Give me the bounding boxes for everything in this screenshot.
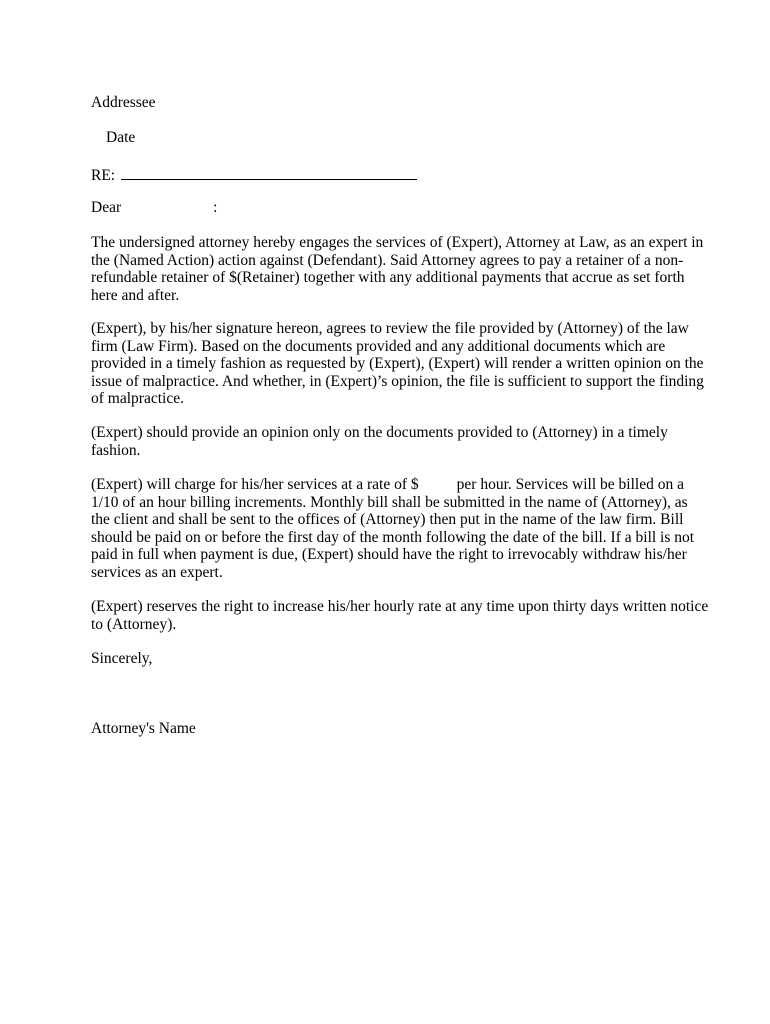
signer-name: Attorney's Name [91,720,196,737]
re-blank-rule [121,164,417,180]
paragraph-rate-increase [91,598,709,633]
paragraph-line: should be paid on or before the first day of the month following the date of the bill. If a bill is not [91,528,695,546]
paragraph-line: paid in full when payment is due, (Expert) should have the right to irrevocably withdraw his/her [91,546,687,563]
paragraph-line: (Expert) reserves the right to increase his/her hourly rate at any time upon thirty days written notice [91,598,709,615]
paragraph-line: refundable retainer of $(Retainer) together with any additional payments that accrue as set forth [91,269,685,286]
addressee: Addressee [91,94,156,111]
paragraph-line: 1/10 of an hour billing increments. Monthly bill shall be submitted in the name of (Attorney), as [91,493,688,511]
salutation-suffix: : [213,199,218,216]
paragraph-line: The undersigned attorney hereby engages the services of (Expert), Attorney at Law, as an expert in [91,234,704,251]
paragraph-opinion [91,424,691,459]
date: Date [106,129,136,146]
paragraph-line: services as an expert. [91,563,223,581]
re-label: RE: [91,167,116,184]
salutation-prefix: Dear [91,199,122,216]
paragraph-line: fashion. [91,441,141,459]
paragraph-billing [91,476,695,581]
paragraph-line: here and after. [91,286,180,304]
paragraph-review [91,320,704,408]
paragraph-line: provided in a timely fashion as requested by (Expert), (Expert) will render a written opinion on the [91,355,704,372]
salutation [91,199,217,217]
rate-text-after: per hour. Services will be billed on a [456,476,684,493]
rate-text-before: (Expert) will charge for his/her services at a rate of $ [91,476,419,493]
paragraph-engagement [91,234,704,304]
paragraph-line: issue of malpractice. And whether, in (Expert)’s opinion, the file is sufficient to support the finding [91,372,704,390]
paragraph-line: to (Attorney). [91,615,177,633]
paragraph-line: the (Named Action) action against (Defendant). Said Attorney agrees to pay a retainer of a non- [91,251,684,269]
paragraph-line: (Expert), by his/her signature hereon, agrees to review the file provided by (Attorney) of the law [91,320,689,337]
re-line [91,164,417,185]
paragraph-line: (Expert) should provide an opinion only on the documents provided to (Attorney) in a timely [91,424,668,441]
closing: Sincerely, [91,650,153,667]
paragraph-line [91,476,691,494]
paragraph-line: of malpractice. [91,390,184,407]
paragraph-line: firm (Law Firm). Based on the documents provided and any additional documents which are [91,337,666,355]
paragraph-line: the client and shall be sent to the offices of (Attorney) then put in the name of the law firm. Bill [91,511,684,528]
